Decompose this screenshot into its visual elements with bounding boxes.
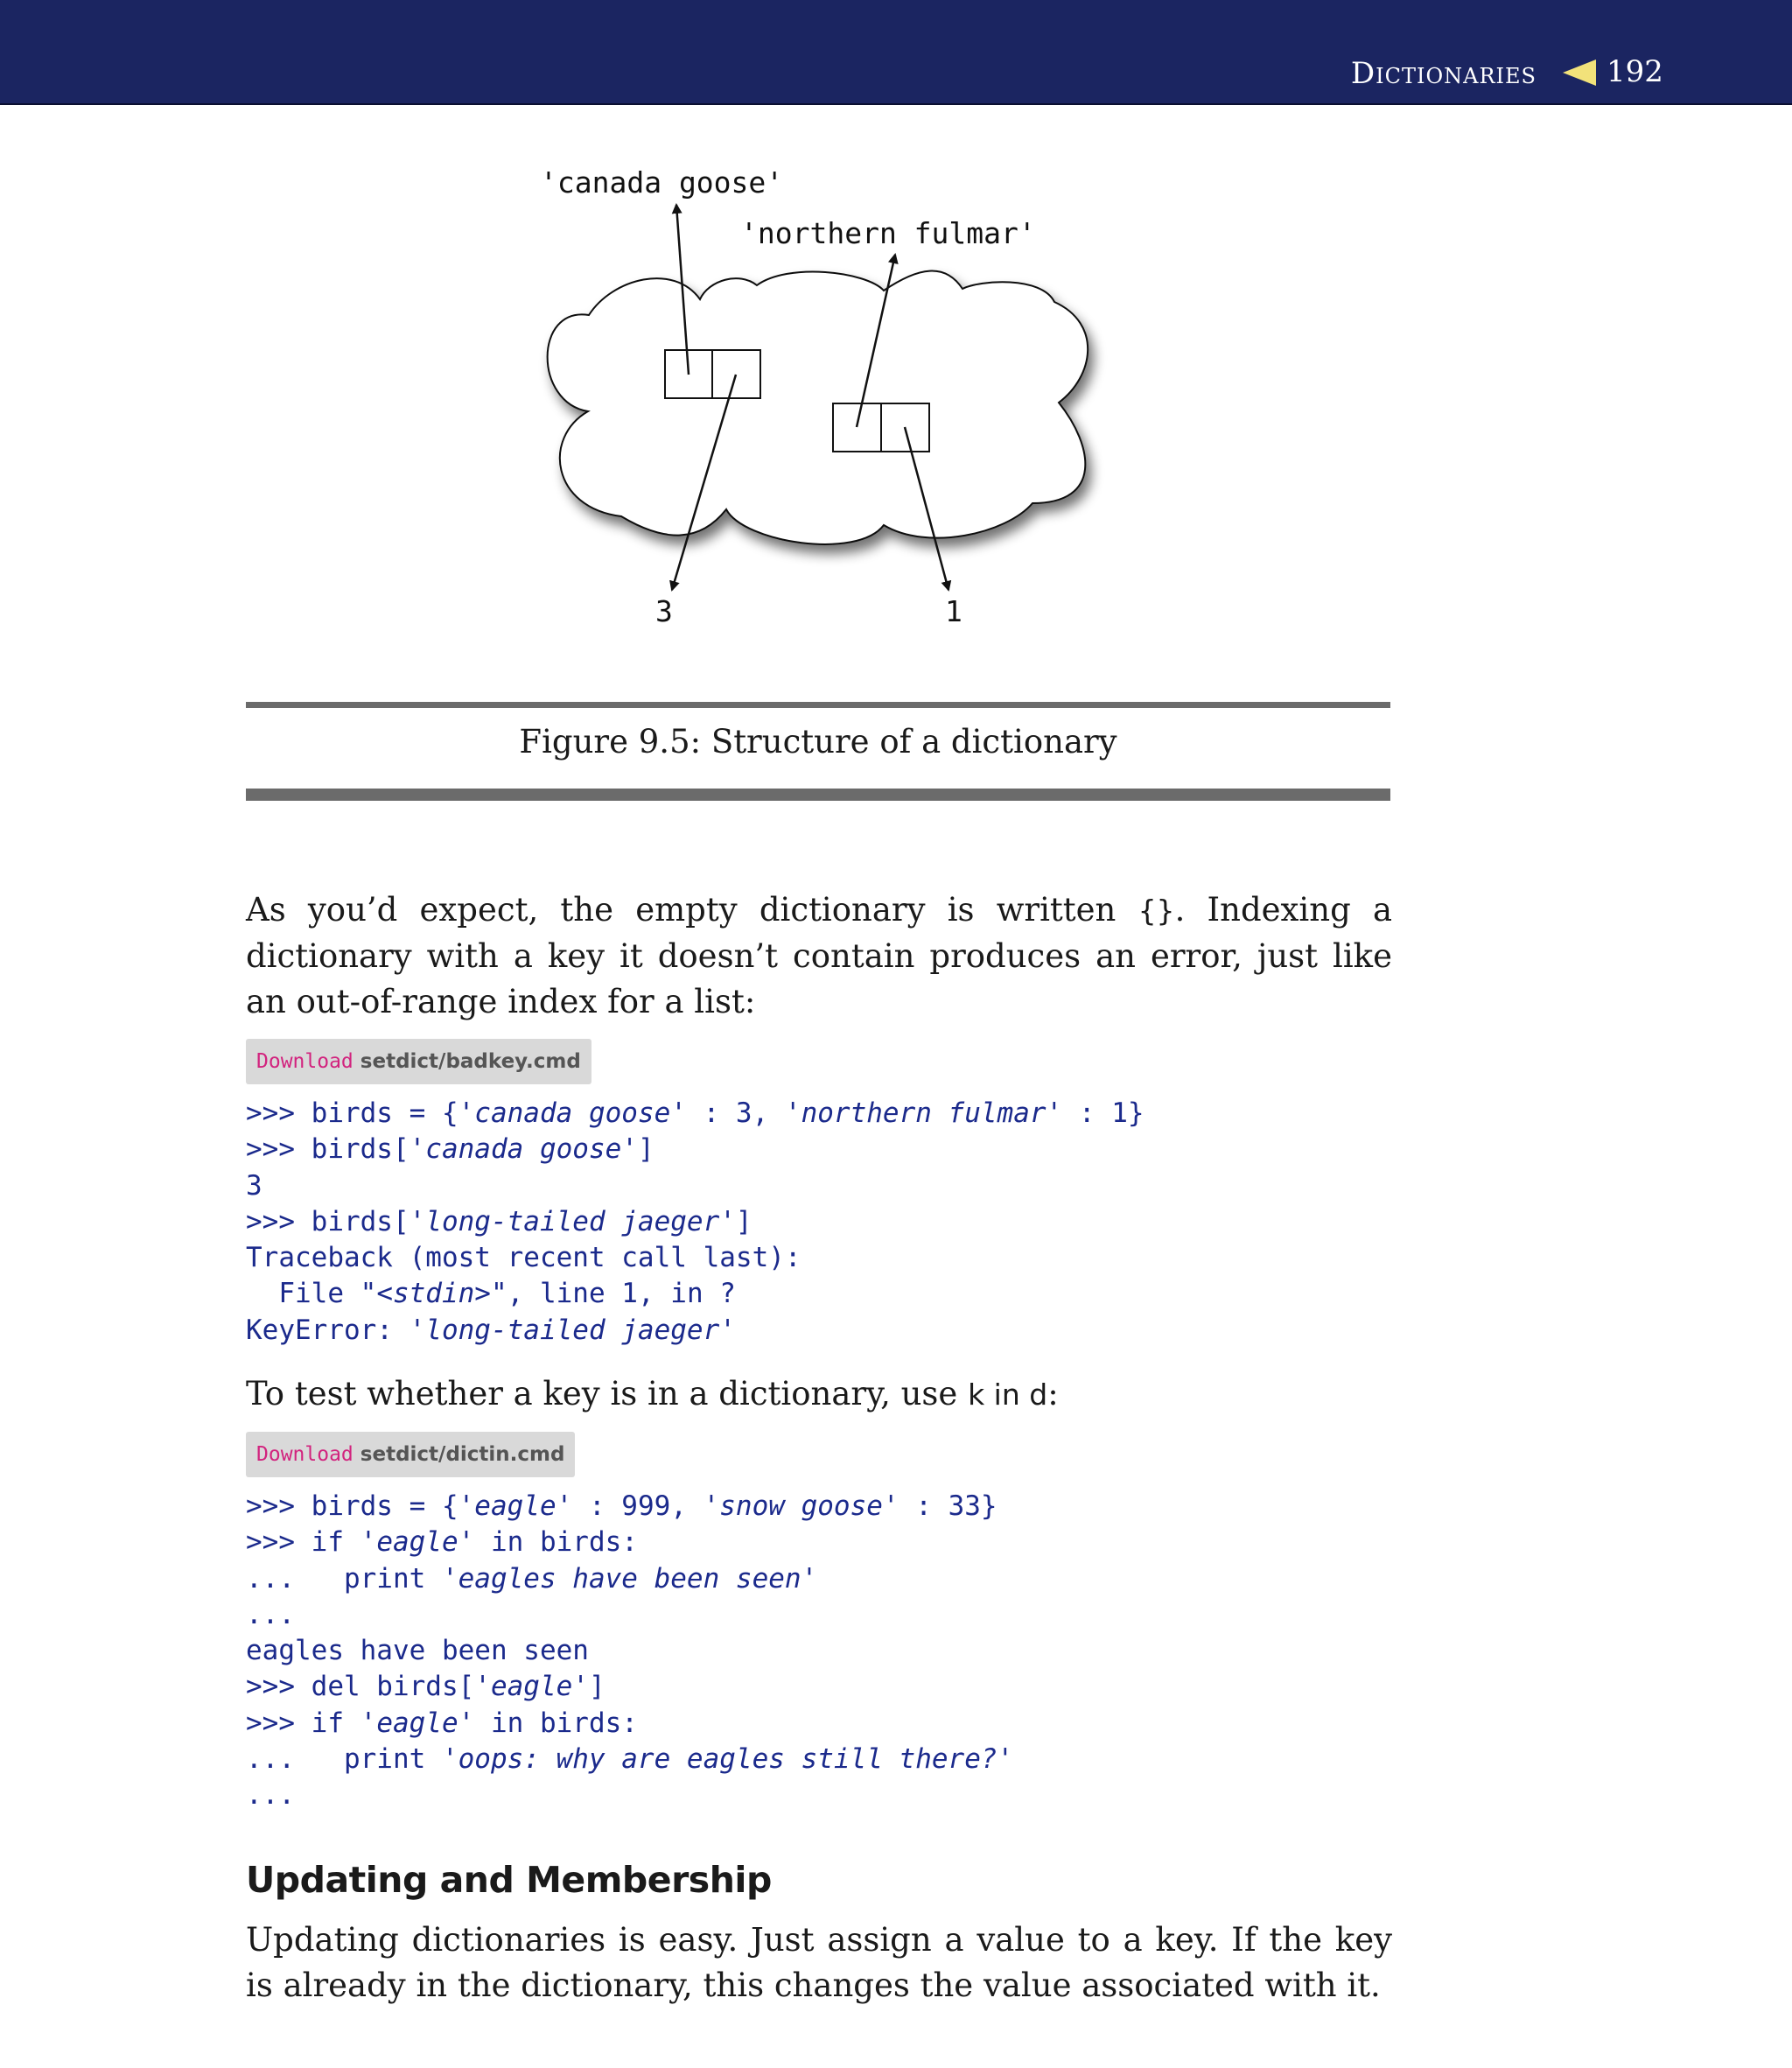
code-line — [246, 1168, 1144, 1204]
code-string-token: 'oops: why are eagles still there?' — [441, 1743, 1014, 1776]
code-line — [246, 1313, 1144, 1349]
code-string-token: 'northern fulmar' — [784, 1097, 1063, 1129]
code-token: in birds: — [474, 1526, 638, 1559]
code-line — [246, 1096, 1144, 1132]
code-token: >>> birds[ — [246, 1205, 410, 1237]
code-token: KeyError: — [246, 1314, 410, 1346]
code-string-token: 'eagle' — [360, 1707, 475, 1739]
code-line — [246, 1489, 1013, 1525]
download-link[interactable] — [246, 1039, 592, 1084]
download-path[interactable]: setdict/badkey.cmd — [360, 1050, 581, 1073]
code-token: ... — [246, 1779, 295, 1812]
code-token: ... print — [246, 1743, 442, 1776]
download-link[interactable] — [246, 1432, 575, 1477]
code-line — [246, 1561, 1013, 1597]
code-token: >>> birds[ — [246, 1133, 410, 1166]
download-label[interactable]: Download — [256, 1050, 354, 1073]
code-line — [246, 1777, 1013, 1813]
code-string-token: 'eagle' — [458, 1490, 573, 1522]
value-label-3: 3 — [655, 594, 673, 628]
code-token: >>> birds = { — [246, 1097, 458, 1129]
code-line — [246, 1276, 1144, 1312]
code-token: File — [246, 1278, 360, 1310]
code-line — [246, 1597, 1013, 1633]
dictionary-structure-diagram — [0, 140, 1792, 648]
code-token: eagles have been seen — [246, 1635, 589, 1667]
code-token: ... — [246, 1598, 295, 1630]
code-token: >>> if — [246, 1526, 360, 1559]
code-line — [246, 1633, 1013, 1669]
page-number: 192 — [1606, 54, 1663, 89]
paragraph-membership-test: To test whether a key is in a dictionary, use k in d: — [246, 1375, 1059, 1413]
code-line — [246, 1132, 1144, 1167]
code-token: : 999, — [572, 1490, 704, 1522]
download-label[interactable]: Download — [256, 1443, 354, 1466]
code-token: : 3, — [686, 1097, 785, 1129]
download-path[interactable]: setdict/dictin.cmd — [360, 1443, 565, 1466]
code-line — [246, 1240, 1144, 1276]
code-token: Traceback (most recent call last): — [246, 1242, 802, 1274]
code-token: >>> if — [246, 1707, 360, 1739]
code-string-token: 'canada goose' — [458, 1097, 687, 1129]
figure-rule-top — [246, 702, 1390, 708]
code-token: ] — [637, 1133, 654, 1166]
code-string-token: "<stdin>" — [360, 1278, 508, 1310]
code-string-token: 'snow goose' — [703, 1490, 900, 1522]
inline-code: {} — [1138, 894, 1175, 928]
code-token: , line 1, in ? — [507, 1278, 736, 1310]
code-token: ] — [735, 1205, 752, 1237]
paragraph-empty-dictionary: As you’d expect, the empty dictionary is written {}. Indexing a dictionary with a key it doesn’t contain produces an error, just like an out-of-range index for a list: — [246, 891, 1392, 1020]
code-string-token: 'eagle' — [360, 1526, 475, 1559]
inline-code: k in d — [968, 1377, 1048, 1412]
code-token: ] — [588, 1671, 606, 1703]
figure-rule-bottom — [246, 789, 1390, 801]
code-token: 3 — [246, 1169, 262, 1202]
code-string-token: 'long-tailed jaeger' — [409, 1314, 736, 1346]
cloud-shape — [548, 271, 1088, 544]
code-line — [246, 1204, 1144, 1240]
chapter-title: Dictionaries — [1350, 56, 1536, 91]
code-line — [246, 1669, 1013, 1705]
code-string-token: 'eagles have been seen' — [441, 1562, 818, 1595]
figure-caption: Figure 9.5: Structure of a dictionary — [519, 723, 1117, 761]
code-string-token: 'eagle' — [474, 1671, 589, 1703]
code-block-badkey — [246, 1096, 1144, 1349]
paragraph-updating: Updating dictionaries is easy. Just assign a value to a key. If the key is already in the dictionary, this changes the value associated with it. — [246, 1921, 1392, 2004]
code-token: in birds: — [474, 1707, 638, 1739]
code-string-token: 'canada goose' — [409, 1133, 638, 1166]
code-token: ... print — [246, 1562, 442, 1595]
code-token: : 33} — [899, 1490, 998, 1522]
code-line — [246, 1742, 1013, 1777]
page-header — [0, 0, 1792, 105]
code-token: : 1} — [1062, 1097, 1144, 1129]
value-label-1: 1 — [945, 594, 962, 628]
code-line — [246, 1706, 1013, 1742]
code-block-dictin — [246, 1489, 1013, 1814]
code-line — [246, 1525, 1013, 1560]
previous-page-arrow-icon[interactable] — [1563, 60, 1596, 86]
key-label-northern-fulmar: 'northern fulmar' — [740, 216, 1036, 250]
code-string-token: 'long-tailed jaeger' — [409, 1205, 736, 1237]
key-label-canada-goose: 'canada goose' — [540, 165, 784, 200]
code-token: >>> del birds[ — [246, 1671, 475, 1703]
code-token: >>> birds = { — [246, 1490, 458, 1522]
section-heading: Updating and Membership — [246, 1859, 772, 1901]
